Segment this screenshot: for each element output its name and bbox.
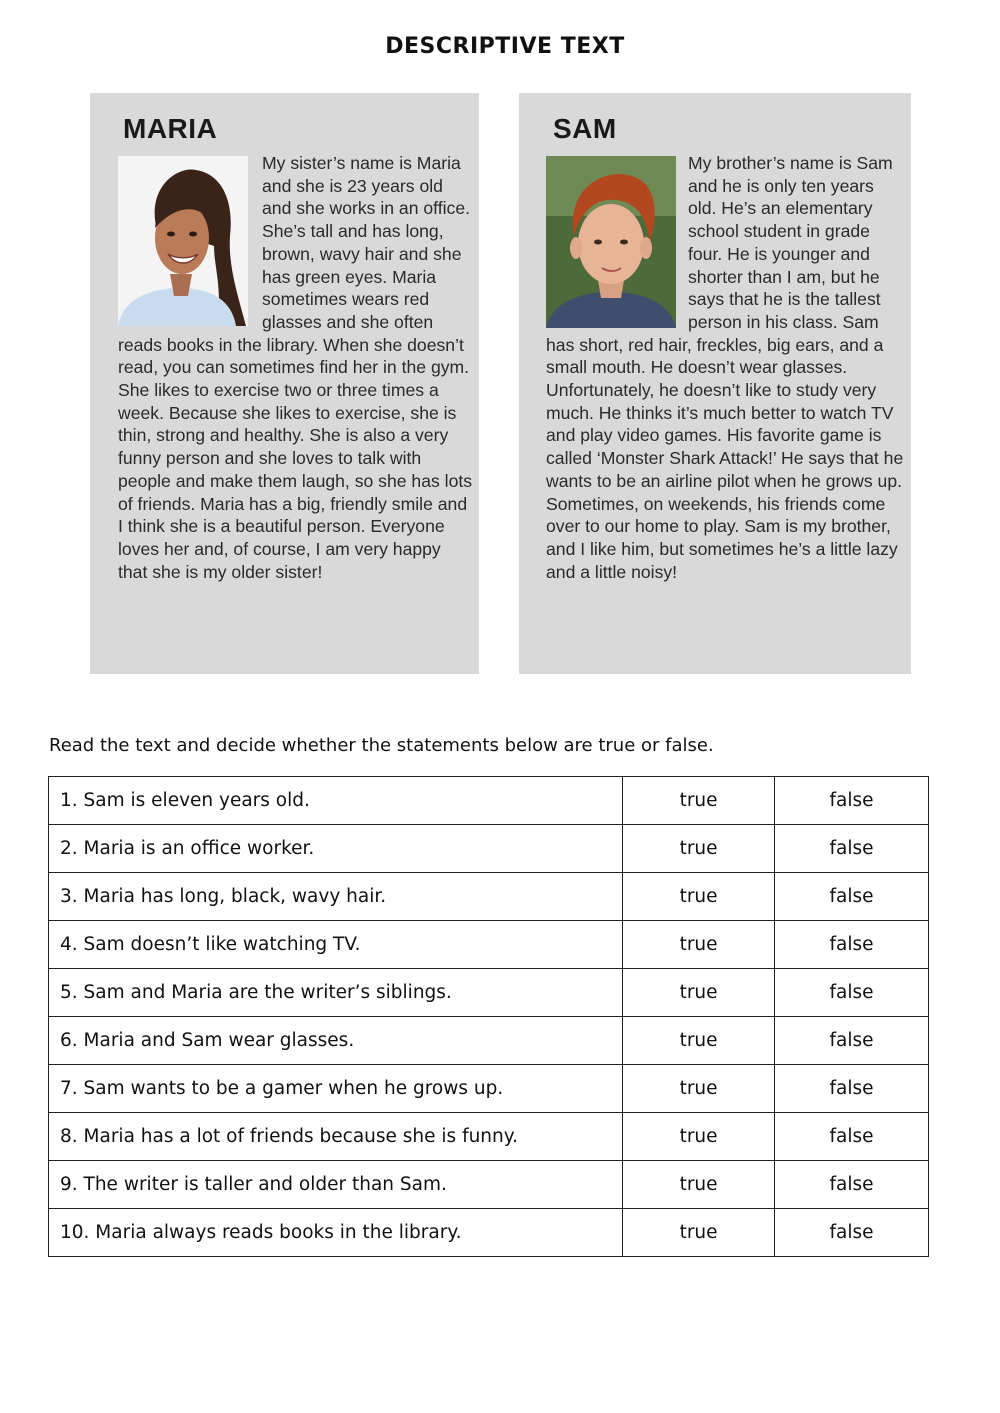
table-row [49, 1161, 929, 1209]
statement-text: 7. Sam wants to be a gamer when he grows up. [49, 1065, 623, 1113]
statement-text: 5. Sam and Maria are the writer’s siblings. [49, 969, 623, 1017]
sam-description: My brother’s name is Sam and he is only ten years old. He’s an elementary school student in grade four. He is younger and shorter than I am, but he says that he is the tallest person in his class. Sam has short, red hair, freckles, big ears, and a small mouth. He doesn’t wear glasses. Unfortunately, he doesn’t like to study very much. He thinks it’s much better to watch TV and play video games. His favorite game is called ‘Monster Shark Attack!’ He says that he wants to be an airline pilot when he grows up. Sometimes, on weekends, his friends come over to our home to play. Sam is my brother, and I like him, but sometimes he’s a little lazy and a little noisy! [546, 153, 904, 582]
statement-text: 4. Sam doesn’t like watching TV. [49, 921, 623, 969]
table-row [49, 969, 929, 1017]
sam-text-block [546, 152, 906, 583]
maria-heading: MARIA [123, 113, 218, 144]
instruction-text: Read the text and decide whether the statements below are true or false. [49, 735, 714, 756]
false-option[interactable]: false [775, 1209, 929, 1257]
true-option[interactable]: true [623, 873, 775, 921]
page-title: DESCRIPTIVE TEXT [385, 34, 625, 59]
true-option[interactable]: true [623, 1113, 775, 1161]
statement-text: 10. Maria always reads books in the library. [49, 1209, 623, 1257]
statement-text: 2. Maria is an office worker. [49, 825, 623, 873]
table-row [49, 873, 929, 921]
statement-text: 6. Maria and Sam wear glasses. [49, 1017, 623, 1065]
woman-portrait-icon [118, 156, 248, 326]
true-option[interactable]: true [623, 825, 775, 873]
true-option[interactable]: true [623, 1017, 775, 1065]
statement-text: 1. Sam is eleven years old. [49, 777, 623, 825]
sam-heading: SAM [553, 113, 617, 144]
true-option[interactable]: true [623, 1065, 775, 1113]
false-option[interactable]: false [775, 777, 929, 825]
table-row [49, 1017, 929, 1065]
table-row [49, 1065, 929, 1113]
table-row [49, 1209, 929, 1257]
true-option[interactable]: true [623, 921, 775, 969]
false-option[interactable]: false [775, 921, 929, 969]
table-row [49, 777, 929, 825]
statement-text: 8. Maria has a lot of friends because she is funny. [49, 1113, 623, 1161]
false-option[interactable]: false [775, 1113, 929, 1161]
boy-portrait-icon [546, 156, 676, 328]
false-option[interactable]: false [775, 825, 929, 873]
table-row [49, 1113, 929, 1161]
true-option[interactable]: true [623, 1161, 775, 1209]
true-false-table [48, 776, 929, 1257]
true-option[interactable]: true [623, 969, 775, 1017]
table-row [49, 921, 929, 969]
false-option[interactable]: false [775, 873, 929, 921]
true-option[interactable]: true [623, 1209, 775, 1257]
maria-text-block [118, 152, 473, 583]
false-option[interactable]: false [775, 1065, 929, 1113]
statement-text: 3. Maria has long, black, wavy hair. [49, 873, 623, 921]
false-option[interactable]: false [775, 969, 929, 1017]
true-option[interactable]: true [623, 777, 775, 825]
statement-text: 9. The writer is taller and older than Sam. [49, 1161, 623, 1209]
sam-panel [519, 93, 911, 674]
false-option[interactable]: false [775, 1161, 929, 1209]
maria-description: My sister’s name is Maria and she is 23 years old and she works in an office. She’s tall and has long, brown, wavy hair and she has green eyes. Maria sometimes wears red glasses and she often reads books in the library. When she doesn’t read, you can sometimes find her in the gym. She likes to exercise two or three times a week. Because she likes to exercise, she is thin, strong and healthy. She is also a very funny person and she loves to talk with people and make them laugh, so she has lots of friends. Maria has a big, friendly smile and I think she is a beautiful person. Everyone loves her and, of course, I am very happy that she is my older sister! [118, 153, 473, 582]
table-row [49, 825, 929, 873]
false-option[interactable]: false [775, 1017, 929, 1065]
maria-panel [90, 93, 479, 674]
